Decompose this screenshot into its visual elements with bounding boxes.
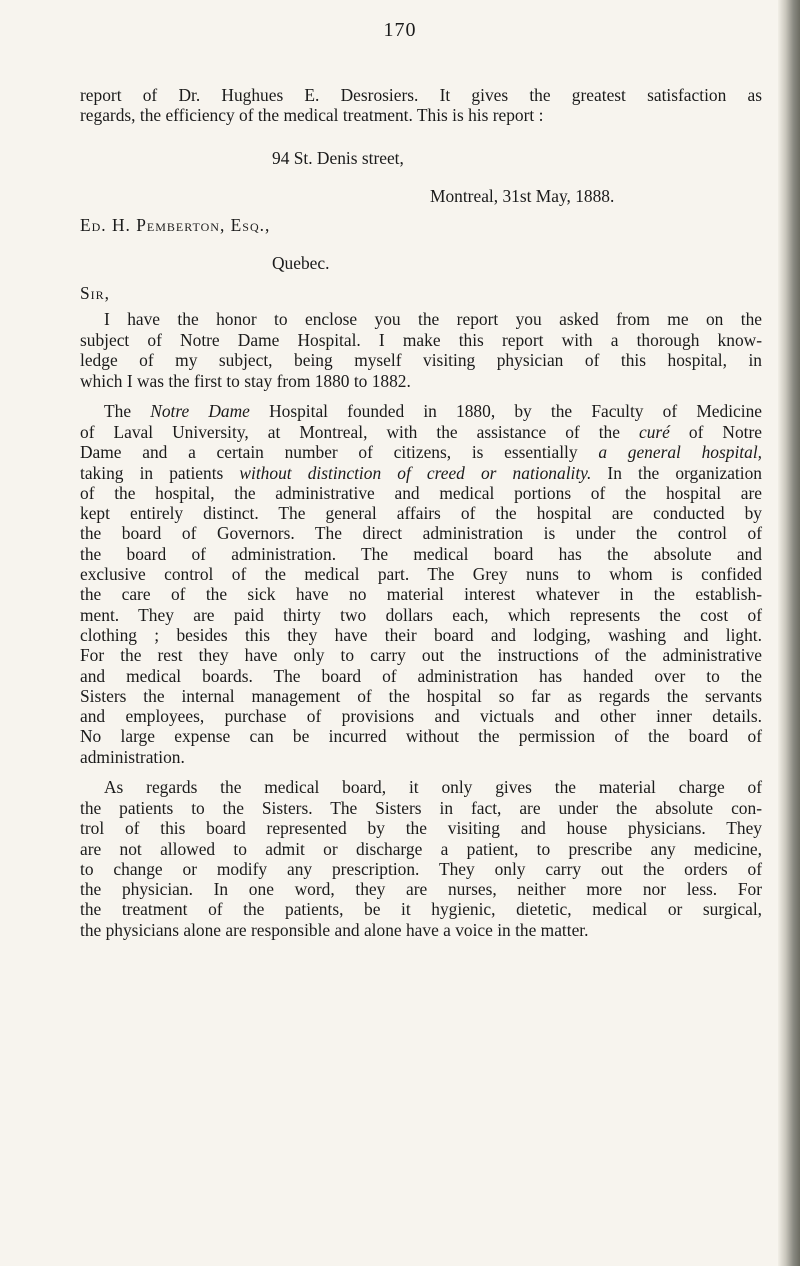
paragraph-2: [80, 422, 762, 767]
text-line: and medical boards. The board of administration has handed over to the: [80, 665, 762, 686]
text-line: As regards the medical board, it only gives the material charge of: [104, 777, 762, 797]
recipient-name: Ed. H. Pemberton, Esq.,: [80, 215, 271, 235]
salutation: Sir,: [80, 283, 111, 303]
text-line: Sisters the internal management of the hospital so far as regards the servants: [80, 685, 762, 706]
text-line: ledge of my subject, being myself visiting physician of this hospital, in: [80, 350, 762, 371]
text-line: and employees, purchase of provisions and victuals and other inner details.: [80, 706, 762, 727]
paragraph-2-first-line: [104, 401, 762, 421]
paragraph-1: [104, 309, 762, 329]
text-line: kept entirely distinct. The general affairs of the hospital are conducted by: [80, 503, 762, 524]
text-line: For the rest they have only to carry out the instructions of the administrative: [80, 645, 762, 666]
address-line-1: 94 St. Denis street,: [272, 148, 404, 168]
text-line: the physicians alone are responsible and alone have a voice in the matter.: [80, 919, 589, 940]
text-line: clothing ; besides this they have their board and lodging, washing and light.: [80, 624, 762, 645]
text-line: regards, the efficiency of the medical treatment. This is his report :: [80, 105, 544, 126]
text-line: Dame and a certain number of citizens, is essentially a general hospital,: [80, 442, 763, 463]
text-line: ment. They are paid thirty two dollars each, which represents the cost of: [80, 604, 762, 625]
page-edge-shadow: [778, 0, 800, 1266]
text-line: taking in patients without distinction of creed or nationality. In the organization: [80, 462, 762, 483]
text-line: of Laval University, at Montreal, with the assistance of the curé of Notre: [80, 422, 762, 442]
text-line: the board of administration. The medical board has the absolute and: [80, 543, 762, 564]
paragraph-1-cont: [80, 330, 762, 391]
paragraph-3-first-line: [104, 777, 762, 797]
text-line: I have the honor to enclose you the report you asked from me on the: [104, 309, 762, 329]
text-line: report of Dr. Hughues E. Desrosiers. It gives the greatest satisfaction as: [80, 85, 762, 105]
text-line: the board of Governors. The direct administration is under the control of: [80, 523, 762, 544]
text-line: administration.: [80, 746, 185, 767]
text-line: The Notre Dame Hospital founded in 1880, by the Faculty of Medicine: [104, 401, 762, 421]
text-line: subject of Notre Dame Hospital. I make this report with a thorough know-: [80, 330, 762, 350]
text-line: to change or modify any prescription. They only carry out the orders of: [80, 858, 762, 879]
text-line: the physician. In one word, they are nurses, neither more nor less. For: [80, 879, 762, 900]
text-line: exclusive control of the medical part. The Grey nuns to whom is confided: [80, 564, 762, 585]
page-number: 170: [383, 19, 417, 41]
text-line: the care of the sick have no material interest whatever in the establish-: [80, 584, 762, 605]
text-line: the treatment of the patients, be it hygienic, dietetic, medical or surgical,: [80, 899, 762, 920]
paragraph-3: [80, 798, 762, 940]
text-line: which I was the first to stay from 1880 to 1882.: [80, 370, 411, 391]
text-line: No large expense can be incurred without the permission of the board of: [80, 726, 762, 747]
intro-paragraph: [80, 85, 762, 126]
address-line-2: Montreal, 31st May, 1888.: [430, 186, 615, 206]
text-line: of the hospital, the administrative and medical portions of the hospital are: [80, 482, 762, 503]
text-line: are not allowed to admit or discharge a patient, to prescribe any medicine,: [80, 838, 762, 859]
text-line: the patients to the Sisters. The Sisters in fact, are under the absolute con-: [80, 798, 762, 818]
recipient-city: Quebec.: [272, 253, 330, 273]
text-line: trol of this board represented by the visiting and house physicians. They: [80, 818, 762, 839]
